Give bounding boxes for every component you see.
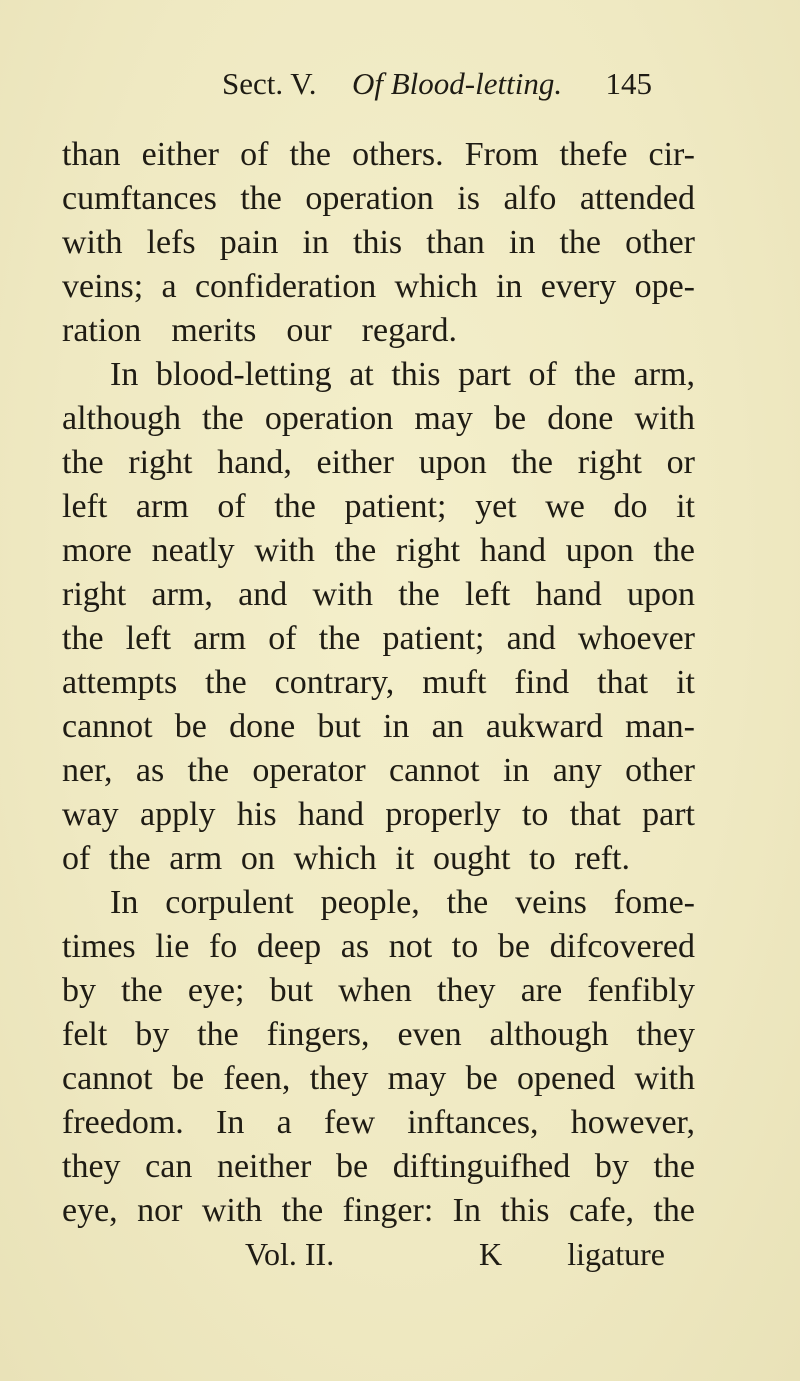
text-line: ration merits our regard.: [62, 312, 457, 349]
text-line: freedom. In a few inftances, however,: [62, 1104, 695, 1141]
text-line: of the arm on which it ought to reft.: [62, 840, 630, 877]
signature-mark: K: [479, 1236, 503, 1272]
text-line: the left arm of the patient; and whoever: [62, 620, 695, 657]
running-header: [222, 66, 652, 116]
text-line: cannot be done but in an aukward man-: [62, 708, 695, 745]
page-footer: [245, 1236, 665, 1282]
text-line: by the eye; but when they are fenfibly: [62, 972, 695, 1009]
text-line: times lie fo deep as not to be difcovered: [62, 928, 695, 965]
text-line: more neatly with the right hand upon the: [62, 532, 695, 569]
text-line: felt by the fingers, even although they: [62, 1016, 695, 1053]
section-label: Sect. V.: [222, 66, 317, 101]
text-line: they can neither be diftinguifhed by the: [62, 1148, 695, 1185]
text-line: way apply his hand properly to that part: [62, 796, 695, 833]
page-number: 145: [605, 66, 652, 101]
volume-label: Vol. II.: [245, 1236, 335, 1272]
text-line: ner, as the operator cannot in any other: [62, 752, 695, 789]
text-line: eye, nor with the finger: In this cafe, the: [62, 1192, 695, 1229]
text-line: cannot be feen, they may be opened with: [62, 1060, 695, 1097]
text-line: the right hand, either upon the right or: [62, 444, 695, 481]
text-line: than either of the others. From thefe cir-: [62, 136, 695, 173]
text-line: cumftances the operation is alfo attended: [62, 180, 695, 217]
text-line: right arm, and with the left hand upon: [62, 576, 695, 613]
text-line: In corpulent people, the veins fome-: [110, 884, 695, 921]
text-line: veins; a confideration which in every ope-: [62, 268, 695, 305]
text-line: In blood-letting at this part of the arm,: [110, 356, 695, 393]
text-line: attempts the contrary, muft find that it: [62, 664, 695, 701]
catchword: ligature: [567, 1236, 665, 1272]
text-line: left arm of the patient; yet we do it: [62, 488, 695, 525]
running-title: Of Blood-letting.: [352, 66, 563, 101]
text-line: with lefs pain in this than in the other: [62, 224, 695, 261]
text-line: although the operation may be done with: [62, 400, 695, 437]
